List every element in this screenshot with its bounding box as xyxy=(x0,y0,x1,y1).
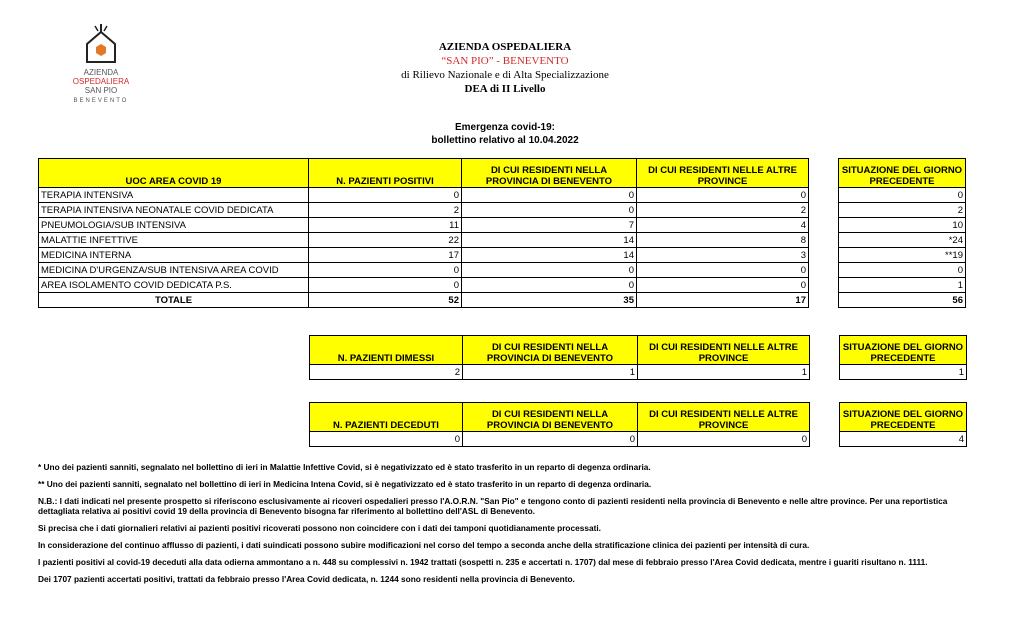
table-row xyxy=(39,263,966,278)
table-gap xyxy=(809,233,839,248)
header-line-3: di Rilievo Nazionale e di Alta Specializzazione xyxy=(401,69,609,81)
total-positivi: 52 xyxy=(309,293,462,308)
col-header-res-altre: DI CUI RESIDENTI NELLE ALTRE PROVINCE xyxy=(638,403,810,432)
cell-res-bn: 0 xyxy=(463,432,638,447)
table-gap xyxy=(810,365,840,380)
table-row xyxy=(310,432,967,447)
table-gap xyxy=(810,403,840,432)
col-header-res-bn: DI CUI RESIDENTI NELLA PROVINCIA DI BENEVENTO xyxy=(463,403,638,432)
col-header-res-altre: DI CUI RESIDENTI NELLE ALTRE PROVINCE xyxy=(637,159,809,188)
cell-res-bn: 0 xyxy=(462,203,637,218)
total-prec: 56 xyxy=(839,293,966,308)
cell-prec: 4 xyxy=(840,432,967,447)
header-line-4: DEA di II Livello xyxy=(464,83,546,95)
cell-positivi: 11 xyxy=(309,218,462,233)
table-gap xyxy=(809,159,839,188)
col-header-deceduti: N. PAZIENTI DECEDUTI xyxy=(310,403,463,432)
logo-line-1: AZIENDA xyxy=(83,68,119,77)
cell-dimessi: 2 xyxy=(310,365,463,380)
col-header-prec: SITUAZIONE DEL GIORNO PRECEDENTE xyxy=(840,403,967,432)
table-row xyxy=(39,248,966,263)
table-gap xyxy=(809,248,839,263)
row-label: MEDICINA D'URGENZA/SUB INTENSIVA AREA COVID xyxy=(39,263,309,278)
row-label: MALATTIE INFETTIVE xyxy=(39,233,309,248)
footnote: In considerazione del continuo afflusso di pazienti, i dati suindicati possono subire modificazioni nel corso del tempo a seconda anche della stratificazione clinica dei pazienti per intensità di cura. xyxy=(38,540,810,550)
cell-res-altre: 4 xyxy=(637,218,809,233)
hospital-logo xyxy=(58,22,144,112)
total-row xyxy=(39,293,966,308)
dimessi-table xyxy=(309,335,967,380)
table-header-row xyxy=(310,403,967,432)
bee-house-icon xyxy=(81,22,121,66)
cell-deceduti: 0 xyxy=(310,432,463,447)
row-label: TERAPIA INTENSIVA xyxy=(39,188,309,203)
cell-res-altre: 3 xyxy=(637,248,809,263)
cell-res-altre: 2 xyxy=(637,203,809,218)
footnote: I pazienti positivi al covid-19 deceduti alla data odierna ammontano a n. 448 su complessivi n. 1942 trattati (sospetti n. 235 e accertati n. 1707) dal mese di febbraio presso l'Area Covid dedicata, mentre i guariti risultano n. 1111. xyxy=(38,557,928,567)
cell-res-bn: 0 xyxy=(462,278,637,293)
cell-res-bn: 0 xyxy=(462,263,637,278)
table-header-row xyxy=(39,159,966,188)
row-label: MEDICINA INTERNA xyxy=(39,248,309,263)
col-header-res-bn: DI CUI RESIDENTI NELLA PROVINCIA DI BENEVENTO xyxy=(463,336,638,365)
table-gap xyxy=(809,203,839,218)
table-gap xyxy=(810,336,840,365)
cell-res-altre: 8 xyxy=(637,233,809,248)
cell-positivi: 0 xyxy=(309,278,462,293)
cell-res-bn: 0 xyxy=(462,188,637,203)
footnote: N.B.: I dati indicati nel presente prospetto si riferiscono esclusivamente ai ricoveri ospedalieri presso l'A.O.R.N. "San Pio" e tengono conto di pazienti residenti nella provincia di Benevento e nelle altre province. Per una reportistica dettagliata relativa ai positivi covid 19 della provincia di Benevento bisogna far riferimento al bollettino dell'ASL di Benevento. xyxy=(38,496,948,516)
cell-prec: 10 xyxy=(839,218,966,233)
hospital-name: “SAN PIO” - BENEVENTO xyxy=(441,55,569,67)
cell-prec: 0 xyxy=(839,188,966,203)
cell-prec: 0 xyxy=(839,263,966,278)
cell-positivi: 0 xyxy=(309,263,462,278)
table-row xyxy=(39,188,966,203)
cell-prec: **19 xyxy=(839,248,966,263)
logo-line-3: SAN PIO xyxy=(84,86,118,95)
cell-res-bn: 7 xyxy=(462,218,637,233)
col-header-prec: SITUAZIONE DEL GIORNO PRECEDENTE xyxy=(840,336,967,365)
col-header-uoc: UOC AREA COVID 19 xyxy=(39,159,309,188)
cell-prec: 1 xyxy=(840,365,967,380)
table-gap xyxy=(810,432,840,447)
cell-prec: 1 xyxy=(839,278,966,293)
bulletin-title xyxy=(330,121,680,147)
table-row xyxy=(39,218,966,233)
cell-prec: *24 xyxy=(839,233,966,248)
logo-line-2: OSPEDALIERA xyxy=(72,77,130,86)
cell-res-altre: 1 xyxy=(638,365,810,380)
bulletin-date: bollettino relativo al 10.04.2022 xyxy=(431,135,579,146)
footnote: * Uno dei pazienti sanniti, segnalato nel bollettino di ieri in Malattie Infettive Covid, si è negativizzato ed è stato trasferito in un reparto di degenza ordinaria. xyxy=(38,462,651,472)
covid-area-table xyxy=(38,158,966,308)
cell-res-altre: 0 xyxy=(638,432,810,447)
table-gap xyxy=(809,263,839,278)
cell-prec: 2 xyxy=(839,203,966,218)
footnote: Dei 1707 pazienti accertati positivi, trattati da febbraio presso l'Area Covid dedicata, n. 1244 sono residenti nella provincia di Benevento. xyxy=(38,574,575,584)
col-header-res-altre: DI CUI RESIDENTI NELLE ALTRE PROVINCE xyxy=(638,336,810,365)
table-row xyxy=(39,203,966,218)
cell-positivi: 22 xyxy=(309,233,462,248)
cell-res-bn: 1 xyxy=(463,365,638,380)
total-res-bn: 35 xyxy=(462,293,637,308)
cell-res-altre: 0 xyxy=(637,188,809,203)
total-res-altre: 17 xyxy=(637,293,809,308)
table-gap xyxy=(809,278,839,293)
col-header-res-bn: DI CUI RESIDENTI NELLA PROVINCIA DI BENEVENTO xyxy=(462,159,637,188)
footnote: Si precisa che i dati giornalieri relativi ai pazienti positivi ricoverati possono non coincidere con i dati dei tamponi quotidianamente processati. xyxy=(38,523,601,533)
cell-positivi: 0 xyxy=(309,188,462,203)
col-header-dimessi: N. PAZIENTI DIMESSI xyxy=(310,336,463,365)
table-gap xyxy=(809,188,839,203)
col-header-prec: SITUAZIONE DEL GIORNO PRECEDENTE xyxy=(839,159,966,188)
total-label: TOTALE xyxy=(39,293,309,308)
col-header-positivi: N. PAZIENTI POSITIVI xyxy=(309,159,462,188)
table-gap xyxy=(809,218,839,233)
cell-res-altre: 0 xyxy=(637,278,809,293)
row-label: PNEUMOLOGIA/SUB INTENSIVA xyxy=(39,218,309,233)
row-label: TERAPIA INTENSIVA NEONATALE COVID DEDICATA xyxy=(39,203,309,218)
table-row xyxy=(39,278,966,293)
logo-line-4: BENEVENTO xyxy=(73,98,129,104)
table-row xyxy=(310,365,967,380)
document-header xyxy=(330,40,680,96)
cell-res-altre: 0 xyxy=(637,263,809,278)
deceduti-table xyxy=(309,402,967,447)
footnotes xyxy=(38,462,988,591)
cell-positivi: 17 xyxy=(309,248,462,263)
org-name: AZIENDA OSPEDALIERA xyxy=(438,41,572,53)
table-header-row xyxy=(310,336,967,365)
cell-res-bn: 14 xyxy=(462,233,637,248)
table-row xyxy=(39,233,966,248)
row-label: AREA ISOLAMENTO COVID DEDICATA P.S. xyxy=(39,278,309,293)
table-gap xyxy=(809,293,839,308)
cell-positivi: 2 xyxy=(309,203,462,218)
footnote: ** Uno dei pazienti sanniti, segnalato nel bollettino di ieri in Medicina Intena Covid, si è negativizzato ed è stato trasferito in un reparto di degenza ordinaria. xyxy=(38,479,652,489)
cell-res-bn: 14 xyxy=(462,248,637,263)
bulletin-heading: Emergenza covid-19: xyxy=(454,122,556,133)
